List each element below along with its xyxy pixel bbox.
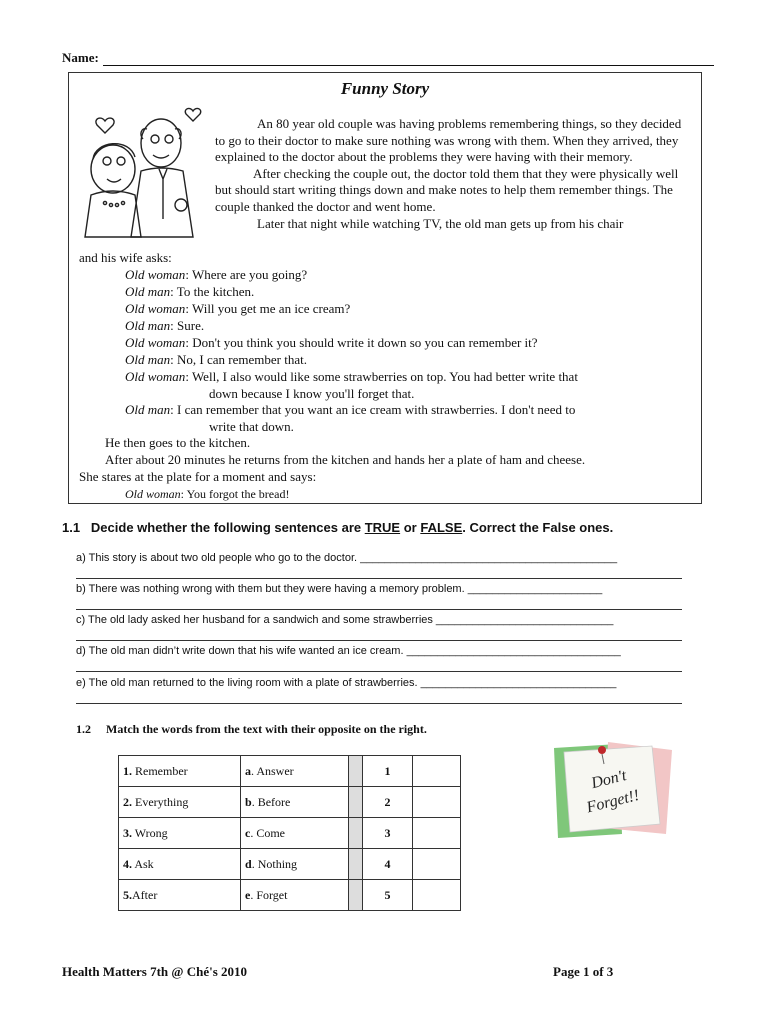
answer-cell[interactable]: [413, 849, 461, 880]
spacer-cell: [349, 880, 363, 911]
question-item[interactable]: b) There was nothing wrong with them but they were having a memory problem. ______________________: [76, 583, 603, 595]
story-paragraph-1: An 80 year old couple was having problems remembering things, so they decided to go to their doctor to make sure nothing was wrong with them. When they arrived, they explained to the doctor about the problems they were having with their memory.: [215, 116, 682, 165]
question-item[interactable]: a) This story is about two old people who go to the doctor. __________________________________________: [76, 552, 618, 564]
answer-line[interactable]: [76, 703, 682, 704]
story-paragraph-3-end: and his wife asks:: [79, 250, 172, 265]
answer-line[interactable]: [76, 609, 682, 610]
left-word-cell: 5.After: [119, 880, 241, 911]
old-couple-illustration: [75, 99, 205, 239]
footer-page-number: Page 1 of 3: [553, 964, 614, 979]
answer-cell[interactable]: [413, 787, 461, 818]
number-cell: 2: [363, 787, 413, 818]
left-word-cell: 4. Ask: [119, 849, 241, 880]
answer-line[interactable]: [76, 640, 682, 641]
dialogue-line-final: Old woman: You forgot the bread!: [125, 487, 290, 501]
dialogue-line: Old woman: Don't you think you should write it down so you can remember it?: [125, 335, 538, 350]
number-cell: 5: [363, 880, 413, 911]
table-row: [119, 818, 461, 849]
number-cell: 1: [363, 756, 413, 787]
spacer-cell: [349, 787, 363, 818]
table-row: [119, 849, 461, 880]
spacer-cell: [349, 849, 363, 880]
left-word-cell: 1. Remember: [119, 756, 241, 787]
answer-cell[interactable]: [413, 880, 461, 911]
story-paragraph-3-start: Later that night while watching TV, the old man gets up from his chair: [257, 215, 624, 231]
dialogue-line: Old man: I can remember that you want an ice cream with strawberries. I don't need to write that down.: [125, 402, 576, 434]
dont-forget-sticky-note: [548, 738, 678, 842]
story-paragraph-2: After checking the couple out, the doctor told them that they were physically well but should start writing things down and make notes to help them remember things. The couple thanked the doctor and went home.: [215, 165, 679, 214]
dialogue-line: Old man: To the kitchen.: [125, 284, 255, 299]
question-item[interactable]: d) The old man didn’t write down that his wife wanted an ice cream. ___________________________________: [76, 645, 621, 657]
story-box: [68, 72, 702, 504]
story-paragraph-5-end: She stares at the plate for a moment and says:: [79, 469, 317, 484]
story-title: Funny Story: [340, 79, 430, 98]
name-field: [62, 50, 714, 66]
dialogue-line: Old man: Sure.: [125, 318, 205, 333]
answer-cell[interactable]: [413, 818, 461, 849]
dialogue-line: Old woman: Will you get me an ice cream?: [125, 301, 351, 316]
name-line[interactable]: [103, 53, 714, 66]
spacer-cell: [349, 818, 363, 849]
answer-line[interactable]: [76, 578, 682, 579]
right-word-cell: a. Answer: [241, 756, 349, 787]
number-cell: 4: [363, 849, 413, 880]
note-text-line-1: Don't: [589, 767, 629, 793]
push-pin-icon: [598, 746, 606, 754]
answer-cell[interactable]: [413, 756, 461, 787]
footer-left: Health Matters 7th @ Ché's 2010: [62, 964, 248, 979]
question-item[interactable]: c) The old lady asked her husband for a sandwich and some strawberries _____________________________: [76, 614, 614, 626]
question-1-heading: 1.1 Decide whether the following sentences are TRUE or FALSE. Correct the False ones.: [62, 520, 614, 535]
number-cell: 3: [363, 818, 413, 849]
dialogue-line: Old man: No, I can remember that.: [125, 352, 307, 367]
answer-line[interactable]: [76, 671, 682, 672]
story-paragraphs: [215, 116, 685, 232]
table-row: [119, 756, 461, 787]
question-item[interactable]: e) The old man returned to the living room with a plate of strawberries. ________________________________: [76, 677, 617, 689]
dialogue-line: Old woman: Well, I also would like some strawberries on top. You had better write that down because I know you'll forget that.: [125, 369, 578, 401]
right-word-cell: d. Nothing: [241, 849, 349, 880]
false-word: FALSE: [420, 520, 463, 535]
note-text-line-2: Forget!!: [584, 786, 641, 817]
left-word-cell: 3. Wrong: [119, 818, 241, 849]
name-label: Name:: [62, 50, 99, 65]
left-word-cell: 2. Everything: [119, 787, 241, 818]
story-paragraph-5-start: After about 20 minutes he returns from the kitchen and hands her a plate of ham and cheese.: [105, 452, 586, 467]
table-row: [119, 787, 461, 818]
dialogue-line: Old woman: Where are you going?: [125, 267, 308, 282]
matching-table: [118, 755, 461, 911]
right-word-cell: e. Forget: [241, 880, 349, 911]
story-paragraph-4: He then goes to the kitchen.: [105, 435, 251, 450]
table-row: [119, 880, 461, 911]
spacer-cell: [349, 756, 363, 787]
right-word-cell: c. Come: [241, 818, 349, 849]
question-2-heading: 1.2 Match the words from the text with their opposite on the right.: [76, 722, 427, 736]
right-word-cell: b. Before: [241, 787, 349, 818]
true-word: TRUE: [364, 520, 401, 535]
